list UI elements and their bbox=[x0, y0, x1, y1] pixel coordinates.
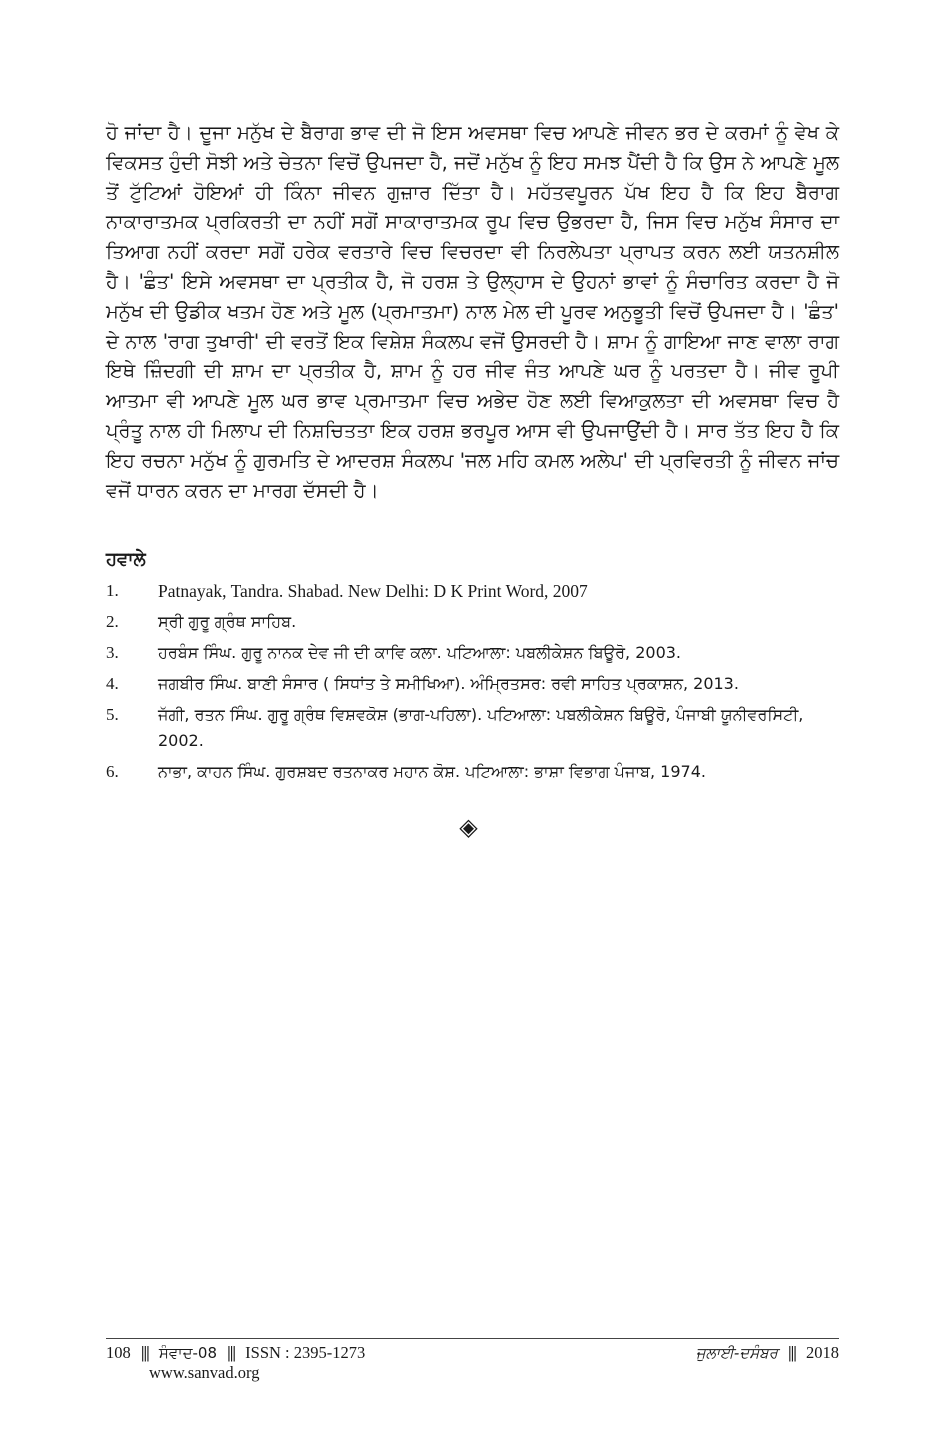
section-end-ornament-icon: ◈ bbox=[459, 813, 478, 842]
reference-item bbox=[106, 578, 839, 604]
reference-item bbox=[106, 759, 839, 785]
journal-name: ਸੰਵਾਦ-08 bbox=[158, 1344, 218, 1362]
reference-number: 6. bbox=[106, 762, 119, 782]
reference-item bbox=[106, 702, 839, 754]
reference-number: 2. bbox=[106, 612, 119, 632]
reference-number: 4. bbox=[106, 674, 119, 694]
footer-right bbox=[696, 1343, 839, 1363]
page-number: 108 bbox=[106, 1343, 131, 1362]
body-paragraph: ਹੋ ਜਾਂਦਾ ਹੈ। ਦੂਜਾ ਮਨੁੱਖ ਦੇ ਬੈਰਾਗ ਭਾਵ ਦੀ ਜੋ ਇਸ ਅਵਸਥਾ ਵਿਚ ਆਪਣੇ ਜੀਵਨ ਭਰ ਦੇ ਕਰਮਾਂ ਨੂੰ ਵੇਖ ਕੇ ਵਿਕਸਤ ਹੁੰਦੀ ਸੋਝੀ ਅਤੇ ਚੇਤਨਾ ਵਿਚੋਂ ਉਪਜਦਾ ਹੈ, ਜਦੋਂ ਮਨੁੱਖ ਨੂੰ ਇਹ ਸਮਝ ਪੈਂਦੀ ਹੈ ਕਿ ਉਸ ਨੇ ਆਪਣੇ ਮੂਲ ਤੋਂ ਟੁੱਟਿਆਂ ਹੋਇਆਂ ਹੀ ਕਿੰਨਾ ਜੀਵਨ ਗੁਜ਼ਾਰ ਦਿੱਤਾ ਹੈ। ਮਹੱਤਵਪੂਰਨ ਪੱਖ ਇਹ ਹੈ ਕਿ ਇਹ ਬੈਰਾਗ ਨਾਕਾਰਾਤਮਕ ਪ੍ਰਕਿਰਤੀ ਦਾ ਨਹੀਂ ਸਗੋਂ ਸਾਕਾਰਾਤਮਕ ਰੂਪ ਵਿਚ ਉਭਰਦਾ ਹੈ, ਜਿਸ ਵਿਚ ਮਨੁੱਖ ਸੰਸਾਰ ਦਾ ਤਿਆਗ ਨਹੀਂ ਕਰਦਾ ਸਗੋਂ ਹਰੇਕ ਵਰਤਾਰੇ ਵਿਚ ਵਿਚਰਦਾ ਵੀ ਨਿਰਲੇਪਤਾ ਪ੍ਰਾਪਤ ਕਰਨ ਲਈ ਯਤਨਸ਼ੀਲ ਹੈ। 'ਛੰਤ' ਇਸੇ ਅਵਸਥਾ ਦਾ ਪ੍ਰਤੀਕ ਹੈ, ਜੋ ਹਰਸ਼ ਤੇ ਉਲ੍ਹਾਸ ਦੇ ਉਹਨਾਂ ਭਾਵਾਂ ਨੂੰ ਸੰਚਾਰਿਤ ਕਰਦਾ ਹੈ ਜੋ ਮਨੁੱਖ ਦੀ ਉਡੀਕ ਖਤਮ ਹੋਣ ਅਤੇ ਮੂਲ (ਪ੍ਰਮਾਤਮਾ) ਨਾਲ ਮੇਲ ਦੀ ਪੂਰਵ ਅਨੁਭੂਤੀ ਵਿਚੋਂ ਉਪਜਦਾ ਹੈ। 'ਛੰਤ' ਦੇ ਨਾਲ 'ਰਾਗ ਤੁਖਾਰੀ' ਦੀ ਵਰਤੋਂ ਇਕ ਵਿਸ਼ੇਸ਼ ਸੰਕਲਪ ਵਜੋਂ ਉਸਰਦੀ ਹੈ। ਸ਼ਾਮ ਨੂੰ ਗਾਇਆ ਜਾਣ ਵਾਲਾ ਰਾਗ ਇਥੇ ਜ਼ਿੰਦਗੀ ਦੀ ਸ਼ਾਮ ਦਾ ਪ੍ਰਤੀਕ ਹੈ, ਸ਼ਾਮ ਨੂੰ ਹਰ ਜੀਵ ਜੰਤ ਆਪਣੇ ਘਰ ਨੂੰ ਪਰਤਦਾ ਹੈ। ਜੀਵ ਰੂਪੀ ਆਤਮਾ ਵੀ ਆਪਣੇ ਮੂਲ ਘਰ ਭਾਵ ਪ੍ਰਮਾਤਮਾ ਵਿਚ ਅਭੇਦ ਹੋਣ ਲਈ ਵਿਆਕੁਲਤਾ ਦੀ ਅਵਸਥਾ ਵਿਚ ਹੈ ਪ੍ਰੰਤੂ ਨਾਲ ਹੀ ਮਿਲਾਪ ਦੀ ਨਿਸ਼ਚਿਤਤਾ ਇਕ ਹਰਸ਼ ਭਰਪੂਰ ਆਸ ਵੀ ਉਪਜਾਉਂਦੀ ਹੈ। ਸਾਰ ਤੱਤ ਇਹ ਹੈ ਕਿ ਇਹ ਰਚਨਾ ਮਨੁੱਖ ਨੂੰ ਗੁਰਮਤਿ ਦੇ ਆਦਰਸ਼ ਸੰਕਲਪ 'ਜਲ ਮਹਿ ਕਮਲ ਅਲੇਪ' ਦੀ ਪ੍ਰਵਿਰਤੀ ਨੂੰ ਜੀਵਨ ਜਾਂਚ ਵਜੋਂ ਧਾਰਨ ਕਰਨ ਦਾ ਮਾਰਗ ਦੱਸਦੀ ਹੈ। bbox=[106, 121, 839, 502]
reference-item bbox=[106, 640, 839, 666]
reference-item bbox=[106, 671, 839, 697]
page-footer bbox=[106, 1338, 839, 1383]
separator-bars-icon: ||| bbox=[140, 1343, 149, 1362]
reference-item bbox=[106, 609, 839, 635]
website-link[interactable]: www.sanvad.org bbox=[149, 1363, 260, 1382]
reference-text: ਨਾਭਾ, ਕਾਹਨ ਸਿੰਘ. ਗੁਰਸ਼ਬਦ ਰਤਨਾਕਰ ਮਹਾਨ ਕੋਸ਼. ਪਟਿਆਲਾ: ਭਾਸ਼ਾ ਵਿਭਾਗ ਪੰਜਾਬ, 1974. bbox=[158, 762, 706, 782]
reference-number: 5. bbox=[106, 705, 119, 725]
page-content bbox=[106, 118, 839, 841]
footer-row bbox=[106, 1343, 839, 1363]
reference-text: Patnayak, Tandra. Shabad. New Delhi: D K Print Word, 2007 bbox=[158, 581, 588, 602]
reference-text: ਸ੍ਰੀ ਗੁਰੂ ਗ੍ਰੰਥ ਸਾਹਿਬ. bbox=[158, 612, 297, 632]
separator-bars-icon: ||| bbox=[227, 1343, 236, 1362]
reference-text: ਜਗਬੀਰ ਸਿੰਘ. ਬਾਣੀ ਸੰਸਾਰ ( ਸਿਧਾਂਤ ਤੇ ਸਮੀਖਿਆ). ਅੰਮ੍ਰਿਤਸਰ: ਰਵੀ ਸਾਹਿਤ ਪ੍ਰਕਾਸ਼ਨ, 2013. bbox=[158, 674, 739, 694]
reference-text: ਜੱਗੀ, ਰਤਨ ਸਿੰਘ. ਗੁਰੂ ਗ੍ਰੰਥ ਵਿਸ਼ਵਕੋਸ਼ (ਭਾਗ-ਪਹਿਲਾ). ਪਟਿਆਲਾ: ਪਬਲੀਕੇਸ਼ਨ ਬਿਊਰੋ, ਪੰਜਾਬੀ ਯੂਨੀਵਰਸਿਟੀ, 2002. bbox=[158, 705, 804, 751]
references-heading: ਹਵਾਲੇ bbox=[106, 549, 146, 571]
reference-number: 3. bbox=[106, 643, 119, 663]
reference-number: 1. bbox=[106, 581, 119, 601]
footer-divider bbox=[106, 1338, 839, 1339]
reference-text: ਹਰਬੰਸ ਸਿੰਘ. ਗੁਰੂ ਨਾਨਕ ਦੇਵ ਜੀ ਦੀ ਕਾਵਿ ਕਲਾ. ਪਟਿਆਲਾ: ਪਬਲੀਕੇਸ਼ਨ ਬਿਊਰੋ, 2003. bbox=[158, 643, 682, 663]
references-list bbox=[106, 578, 839, 785]
separator-bars-icon: ||| bbox=[787, 1343, 796, 1362]
issn-number: ISSN : 2395-1273 bbox=[245, 1343, 366, 1362]
footer-left bbox=[106, 1343, 365, 1363]
issue-period: ਜੁਲਾਈ-ਦਸੰਬਰ bbox=[695, 1344, 778, 1362]
issue-year: 2018 bbox=[806, 1343, 839, 1362]
